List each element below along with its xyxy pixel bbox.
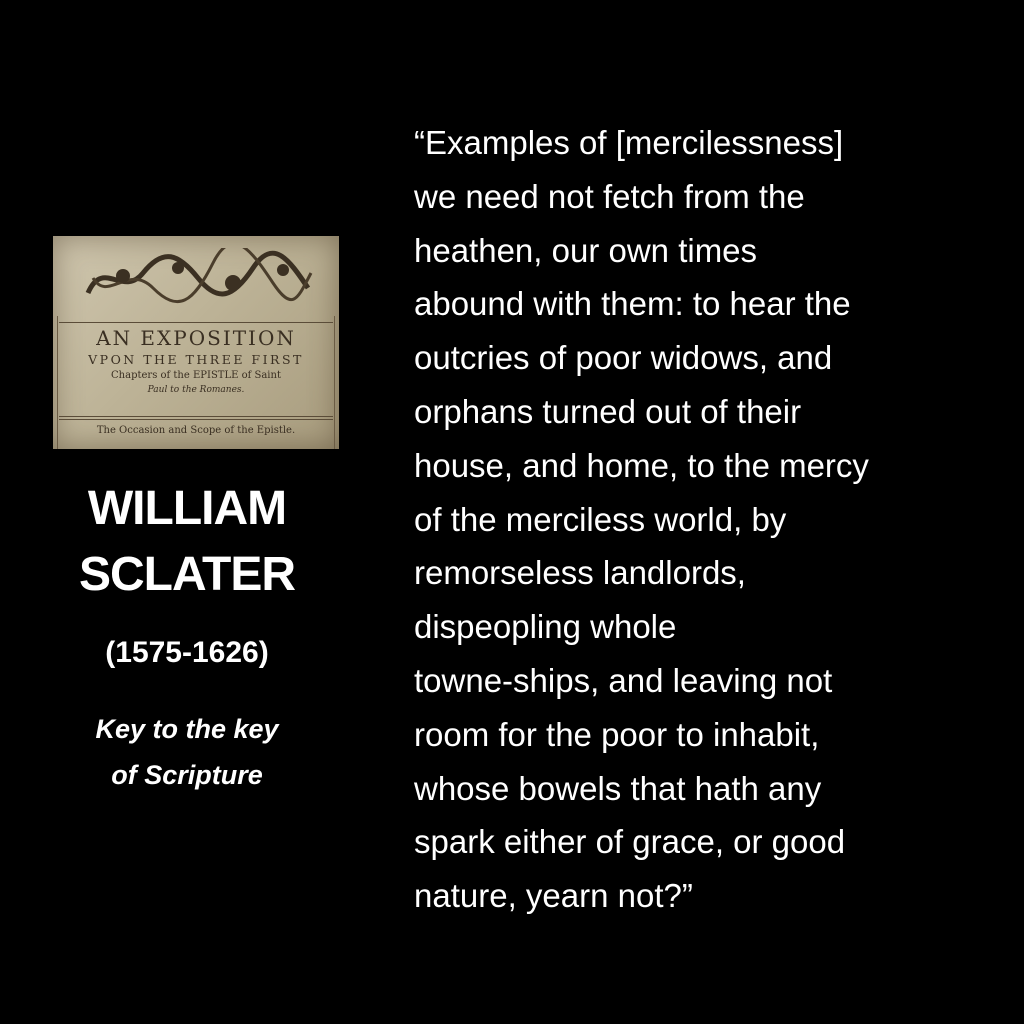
quote-line: whose bowels that hath any — [414, 769, 822, 807]
author-dates: (1575-1626) — [105, 636, 269, 669]
book-title-line: Chapters of the EPISTLE of Saint — [111, 370, 281, 381]
quote-line: we need not fetch from the — [414, 177, 805, 215]
decorative-ornament-icon — [83, 248, 313, 306]
quote-line: remorseless landlords, — [414, 554, 746, 592]
quote-line: nature, yearn not?” — [414, 877, 693, 915]
author-name — [40, 476, 334, 608]
author-name-line: SCLATER — [78, 548, 296, 601]
book-title-page-image — [53, 236, 339, 449]
quote-line: of the merciless world, by — [414, 500, 787, 538]
quote-line: “Examples of [mercilessness] — [414, 124, 844, 161]
book-title-line: VPON THE THREE FIRST — [88, 352, 304, 367]
book-section-heading: The Occasion and Scope of the Epistle. — [96, 425, 296, 436]
work-title — [40, 706, 334, 798]
book-title-line: AN EXPOSITION — [96, 326, 296, 350]
quote-line: towne-ships, and leaving not — [414, 661, 833, 699]
quote-line: house, and home, to the mercy — [414, 446, 869, 484]
quote-line: orphans turned out of their — [414, 392, 802, 430]
quote-line: room for the poor to inhabit, — [414, 715, 820, 753]
work-title-line: of Scripture — [111, 760, 263, 790]
quote-line: abound with them: to hear the — [414, 285, 851, 323]
quote-line: spark either of grace, or good — [414, 823, 846, 861]
book-title-line: Paul to the Romanes. — [147, 385, 245, 395]
quote-line: heathen, our own times — [414, 231, 758, 269]
author-name-line: WILLIAM — [87, 482, 287, 535]
quote-line: outcries of poor widows, and — [414, 339, 833, 377]
quote-block — [414, 116, 1014, 923]
work-title-line: Key to the key — [95, 714, 279, 744]
quote-line: dispeopling whole — [414, 608, 677, 646]
